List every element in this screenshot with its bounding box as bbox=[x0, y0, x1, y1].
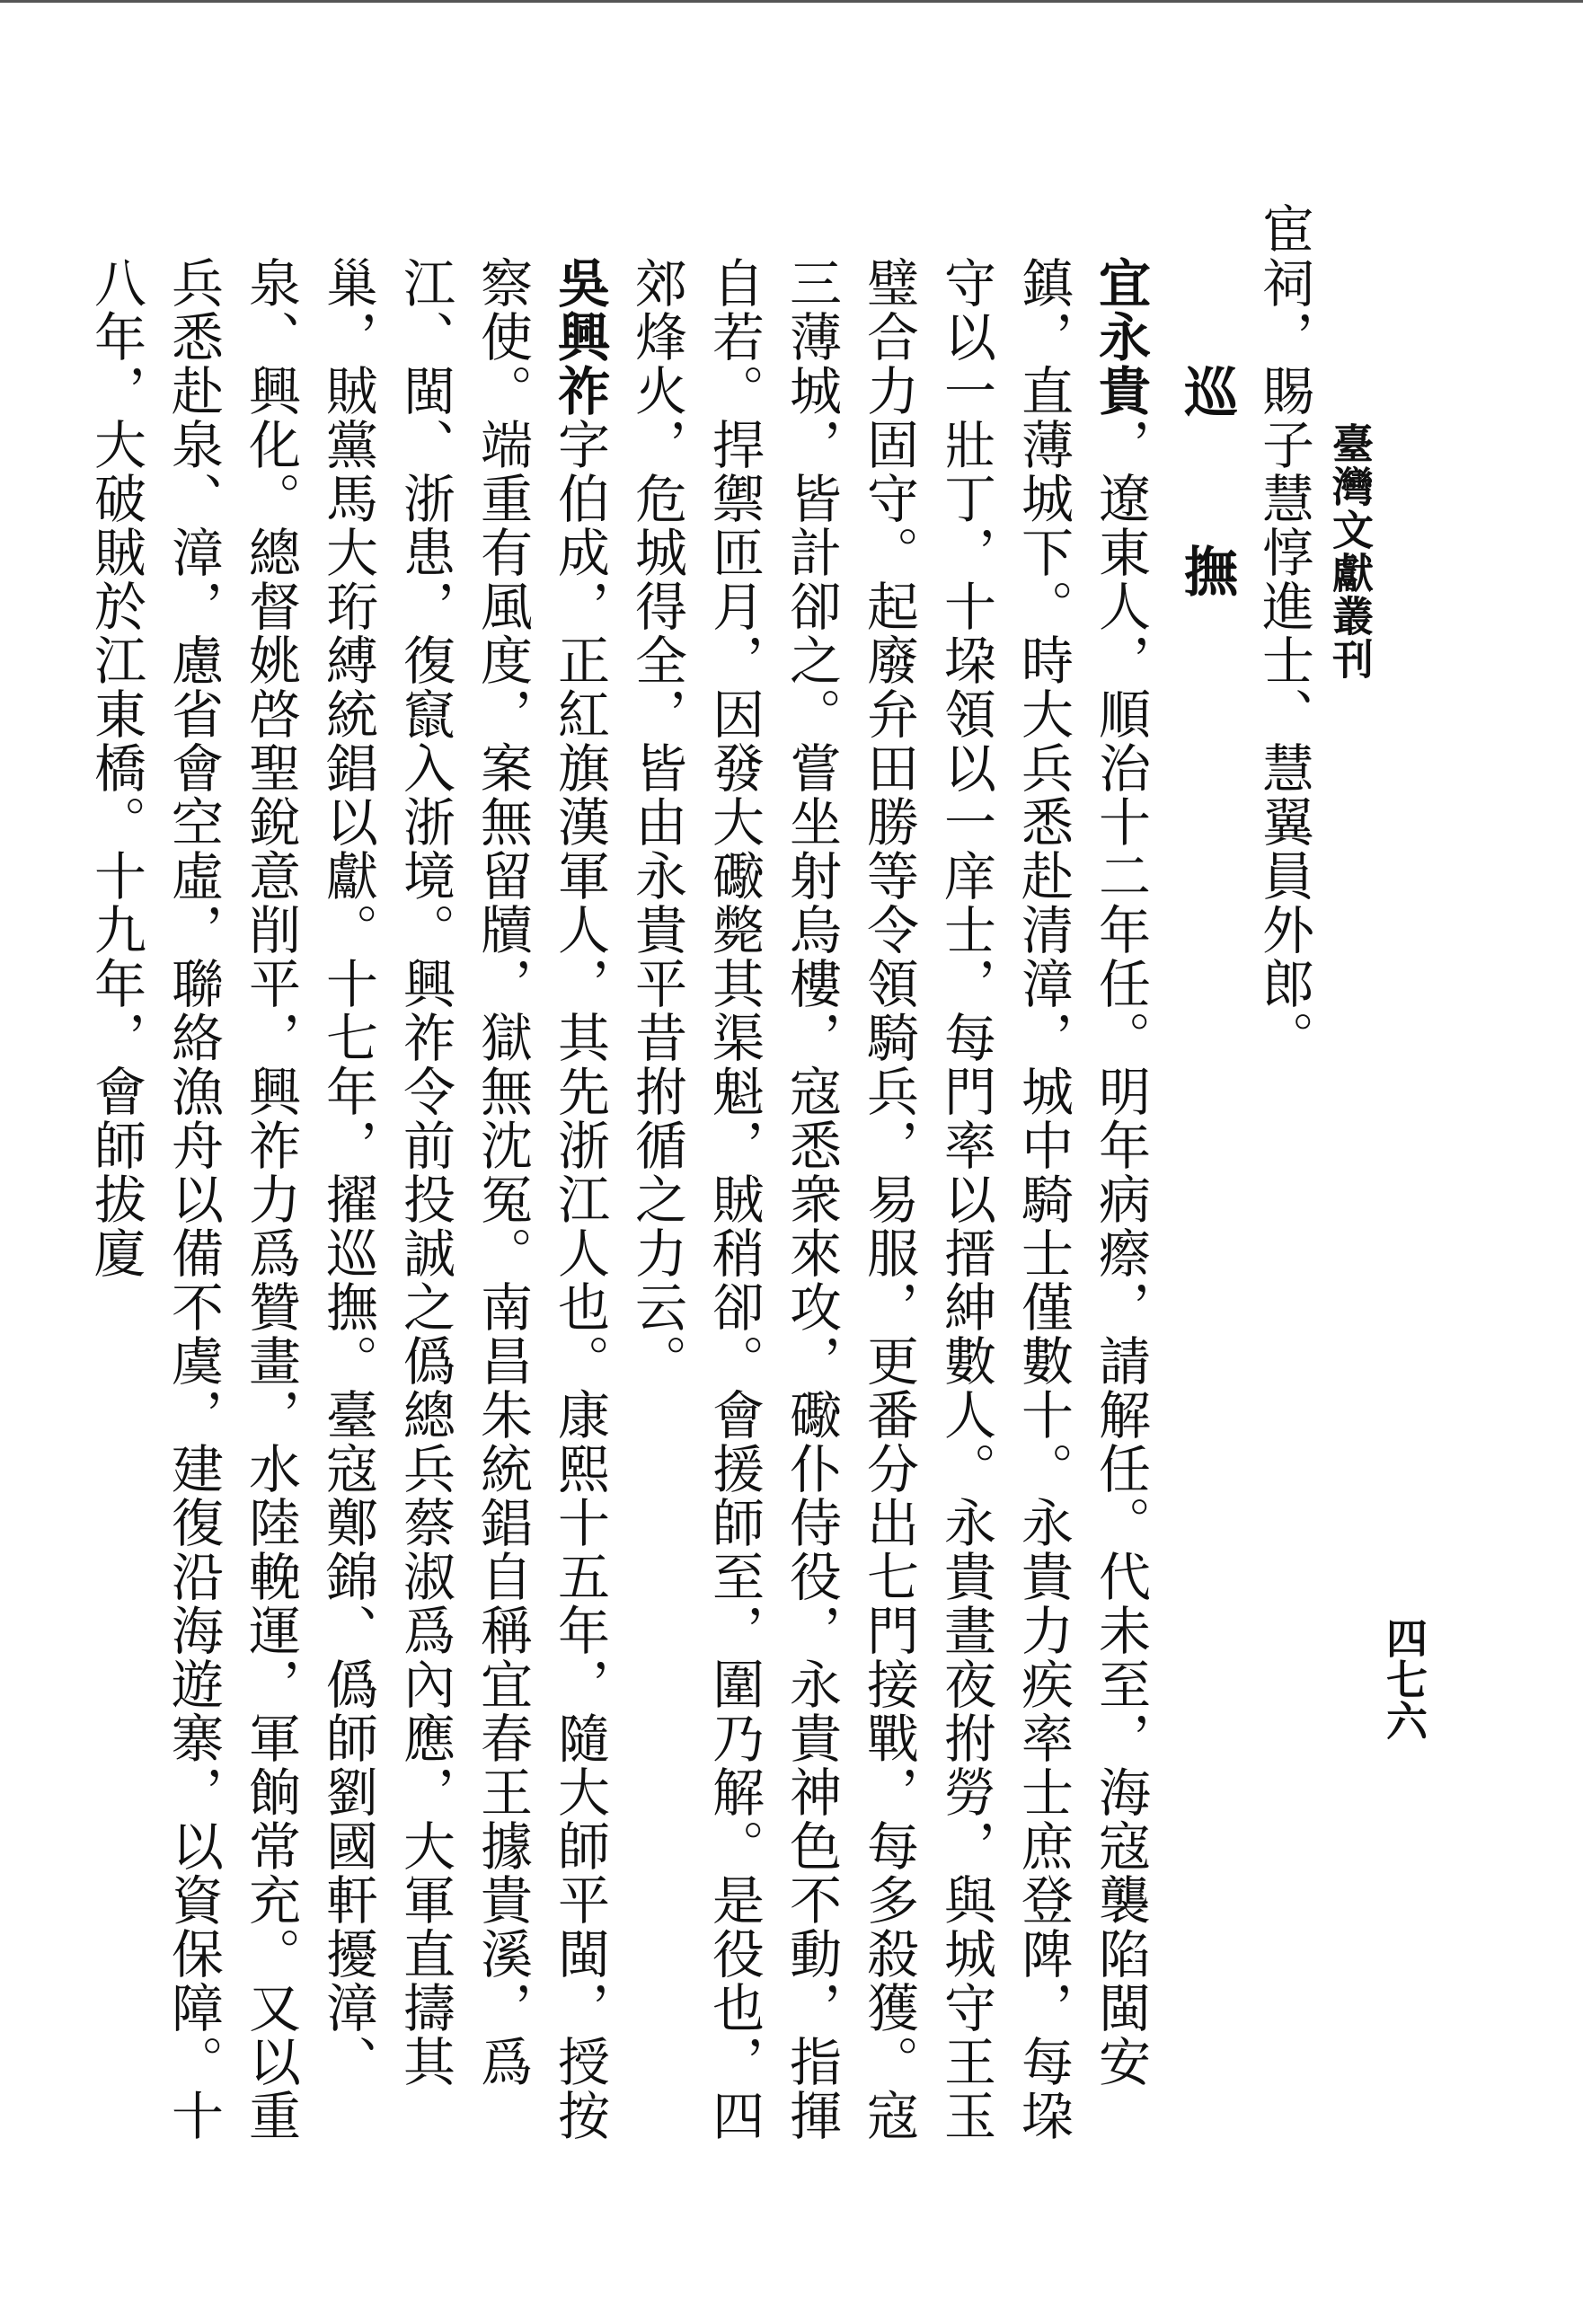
section-heading: 巡 撫 bbox=[1175, 364, 1238, 633]
previous-paragraph-end: 宦祠，賜子慧惇進士、慧翼員外郎。 bbox=[1253, 202, 1314, 1065]
running-head: 臺灣文獻叢刊 bbox=[1326, 422, 1375, 681]
entry-paragraph bbox=[77, 202, 618, 2178]
entry-text: ，遼東人，順治十二年任。明年病瘵，請解任。代未至，海寇襲陷閩安鎮，直薄城下。時大兵悉赴清漳，城中騎士僅數十。永貴力疾率士庶登陴，每垜守以一壯丁，十垜領以一庠士，每門率以搢紳數人。永貴晝夜拊勞，與城守王玉璧合力固守。起廢弁田勝等令領騎兵，易服，更番分出七門接戰，每多殺獲。寇三薄城，皆計卻之。嘗坐射烏樓，寇悉衆來攻，礮仆侍役，永貴神色不動，指揮自若。捍禦匝月，因發大礮斃其渠魁，賊稍卻。會援師至，圍乃解。是役也，四郊烽火，危城得全，皆由永貴平昔拊循之力云。 bbox=[626, 256, 1151, 2143]
entry-paragraph bbox=[618, 202, 1159, 2178]
entry-name: 宜永貴 bbox=[1090, 256, 1151, 418]
body-text bbox=[77, 202, 1322, 2178]
entry-text: 字伯成，正紅旗漢軍人，其先浙江人也。康熙十五年，隨大師平閩，授按察使。端重有風度，案無留牘，獄無沈冤。南昌朱統錩自稱宜春王據貴溪，爲江、閩、浙患，復竄入浙境。興祚令前投誠之僞總兵蔡淑爲內應，大軍直擣其巢，賊黨馬大珩縛統錩以獻。十七年，擢巡撫。臺寇鄭錦、僞師劉國軒擾漳、泉、興化。總督姚啓聖銳意削平，興祚力爲贊畫，水陸輓運，軍餉常充。又以重兵悉赴泉、漳，慮省會空虛，聯絡漁舟以備不虞，建復沿海遊寨，以資保障。十八年，大破賊於江東橋。十九年，會師拔廈 bbox=[85, 256, 610, 2143]
page-number: 四七六 bbox=[1380, 1617, 1428, 1741]
entry-name: 吳興祚 bbox=[549, 256, 610, 418]
top-border-line bbox=[0, 0, 1583, 3]
